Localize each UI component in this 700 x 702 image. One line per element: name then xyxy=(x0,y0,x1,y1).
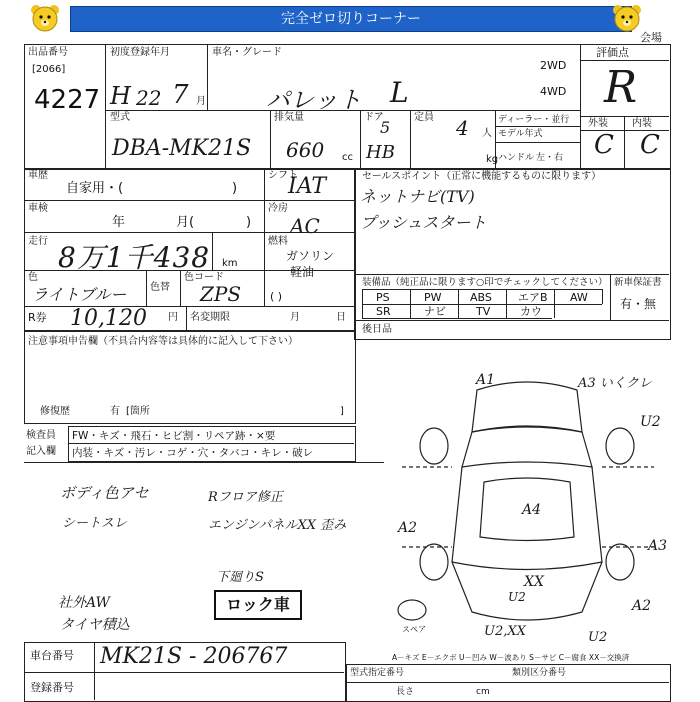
vehicle-name-label: 車名・グレード xyxy=(212,47,282,58)
ac-label: 冷房 xyxy=(268,203,288,214)
interior-label: 内装 xyxy=(632,118,652,129)
equipment-ps: PS xyxy=(376,291,390,304)
rating-label: 評価点 xyxy=(596,46,629,59)
lot-number-label: 出品番号 xyxy=(28,47,68,58)
fuel-paren: ( ) xyxy=(270,290,283,303)
registration-limit-day: 日 xyxy=(336,312,346,323)
recycle-label: R券 xyxy=(28,311,47,324)
registration-limit-month: 月 xyxy=(290,312,300,323)
note-left-1: ボディ色アセ xyxy=(60,484,149,502)
lock-car-stamp: ロック車 xyxy=(214,590,302,620)
lot-sub-number: [2066] xyxy=(32,64,66,75)
color-repaint-label: 色替 xyxy=(150,282,170,293)
equipment-tv: TV xyxy=(476,305,491,318)
displacement-label: 排気量 xyxy=(274,112,304,123)
equipment-sr: SR xyxy=(376,305,391,318)
mark-a4: A4 xyxy=(522,502,542,518)
repair-location-close: ] xyxy=(340,406,344,417)
displacement-value: 660 xyxy=(286,138,325,162)
shift-value: IAT xyxy=(288,174,327,199)
kg-unit: kg xyxy=(486,154,499,165)
mark-a3-front: A3 いくクレ xyxy=(578,376,652,391)
note-right-3: 下廻りS xyxy=(216,570,264,585)
sales-points-label: セールスポイント（正常に機能するものに限ります） xyxy=(362,171,602,182)
first-registration-year: 22 xyxy=(136,86,162,110)
inspector-label-2: 記入欄 xyxy=(26,446,56,457)
mark-u2-rear: U2 xyxy=(508,590,526,604)
capacity-label: 定員 xyxy=(414,112,434,123)
bear-mascot-icon-right xyxy=(612,4,642,32)
equipment-cover: カウ xyxy=(520,305,542,318)
note-left-4: タイヤ積込 xyxy=(60,617,130,633)
doors-value: 5 xyxy=(380,118,391,137)
warranty-value: 有・無 xyxy=(620,297,657,311)
displacement-unit: cc xyxy=(342,152,353,163)
vehicle-name: パレット xyxy=(266,86,362,114)
body-type: HB xyxy=(366,142,395,163)
banner-title: 完全ゼロ切りコーナー xyxy=(70,6,632,32)
notes-label: 注意事項申告欄（不具合内容等は具体的に記入して下さい） xyxy=(28,336,298,347)
class-label: 類別区分番号 xyxy=(512,668,567,678)
mark-xx: XX xyxy=(524,574,544,590)
note-right-1: Rフロア修正 xyxy=(208,490,283,505)
chassis-number: MK21S - 206767 xyxy=(100,644,288,669)
inspector-label-1: 検査員 xyxy=(26,430,56,441)
fuel-label: 燃料 xyxy=(268,236,288,247)
mark-a1: A1 xyxy=(476,372,496,388)
equipment-abs: ABS xyxy=(470,291,492,304)
mark-u2-xx: U2,XX xyxy=(484,624,526,639)
inspection-month-unit: 月( xyxy=(176,215,195,230)
mark-u2-bottom: U2 xyxy=(588,630,608,645)
mark-u2-right: U2 xyxy=(640,414,661,430)
spare-label: スペア xyxy=(402,625,426,634)
first-registration-era: H xyxy=(110,82,131,110)
fuel-diesel: 軽油 xyxy=(290,265,315,279)
shift-label: シフト xyxy=(268,170,298,181)
damage-legend: A－キズ E－エクボ U－凹み W－波あり S－サビ C－腐食 XX－交換済 xyxy=(392,653,630,662)
inspection-close: ) xyxy=(246,215,252,230)
mark-a2-left: A2 xyxy=(398,520,418,536)
drive-2wd: 2WD xyxy=(540,59,567,72)
bear-mascot-icon-left xyxy=(30,4,60,32)
vehicle-grade: L xyxy=(390,76,409,109)
exterior-grade: C xyxy=(594,130,614,160)
note-right-2: エンジンパネルXX 歪み xyxy=(208,518,347,533)
color-label: 色 xyxy=(28,272,38,283)
usage-label: 車歴 xyxy=(28,170,48,181)
inspector-row-1: FW・キズ・飛石・ヒビ割・リペア跡・×要 xyxy=(72,430,276,442)
recycle-unit: 円 xyxy=(168,312,178,323)
first-registration-label: 初度登録年月 xyxy=(110,47,170,58)
handle-options: 左・右 xyxy=(536,153,564,163)
note-left-3: 社外AW xyxy=(58,595,110,611)
color-value: ライトブルー xyxy=(32,285,127,304)
sales-point-1: ネットナビ(TV) xyxy=(360,187,475,206)
usage-close: ) xyxy=(232,181,238,196)
warranty-label: 新車保証書 xyxy=(614,277,662,288)
color-code: ZPS xyxy=(200,282,242,306)
ac-value: AC xyxy=(290,214,320,238)
venue-label: 会場 xyxy=(640,31,662,44)
mileage-label: 走行 xyxy=(28,236,48,247)
rating-score: R xyxy=(604,62,638,113)
recycle-value: 10,120 xyxy=(70,306,147,331)
exterior-label: 外装 xyxy=(588,118,608,129)
handle-label: ハンドル xyxy=(498,153,535,163)
capacity-value: 4 xyxy=(456,116,469,140)
first-registration-month-unit: 月 xyxy=(196,96,206,107)
chassis-label: 車台番号 xyxy=(30,649,74,662)
lot-number: 4227 xyxy=(34,85,101,115)
inspection-label: 車検 xyxy=(28,203,48,214)
inspection-year-unit: 年 xyxy=(112,215,126,230)
doors-label: ドア xyxy=(364,112,384,123)
fuel-gasoline: ガソリン xyxy=(286,249,335,263)
equipment-label: 装備品（純正品に限ります○印でチェックしてください） xyxy=(362,277,608,288)
length-cm: cm xyxy=(476,687,490,697)
dealer-label: ディーラー・並行 xyxy=(498,115,570,125)
mileage-unit: km xyxy=(222,258,238,269)
sales-point-2: プッシュスタート xyxy=(360,213,487,232)
color-code-label: 色コード xyxy=(184,272,224,283)
equipment-aw: AW xyxy=(570,291,588,304)
model-year-label: モデル年式 xyxy=(498,129,543,139)
capacity-unit: 人 xyxy=(482,128,492,139)
interior-grade: C xyxy=(640,130,660,160)
mark-a3-right: A3 xyxy=(648,538,668,554)
first-registration-month: 7 xyxy=(172,80,189,110)
drive-4wd: 4WD xyxy=(540,85,567,98)
inspector-row-2: 内装・キズ・汚レ・コゲ・穴・タバコ・キレ・破レ xyxy=(72,447,314,459)
equipment-pw: PW xyxy=(424,291,442,304)
after-date-label: 後日品 xyxy=(362,324,392,335)
registration-number-label: 登録番号 xyxy=(30,681,74,694)
equipment-airbag: エアB xyxy=(518,291,548,304)
mileage-value: 8万1千438 xyxy=(58,241,211,274)
repair-history-value: 有 xyxy=(110,406,120,417)
usage-value: 自家用・( xyxy=(66,181,124,196)
model-label: 型式 xyxy=(110,112,130,123)
length-label: 長さ xyxy=(396,687,415,697)
repair-location-label: [箇所 xyxy=(126,406,150,417)
note-left-2: シートスレ xyxy=(62,516,127,531)
repair-history-label: 修復歴 xyxy=(40,406,70,417)
certified-label: 型式指定番号 xyxy=(350,668,405,678)
mark-a2-right: A2 xyxy=(632,598,652,614)
model-value: DBA-MK21S xyxy=(112,136,252,161)
equipment-navi: ナビ xyxy=(424,305,446,318)
registration-limit-label: 名変期限 xyxy=(190,312,230,323)
